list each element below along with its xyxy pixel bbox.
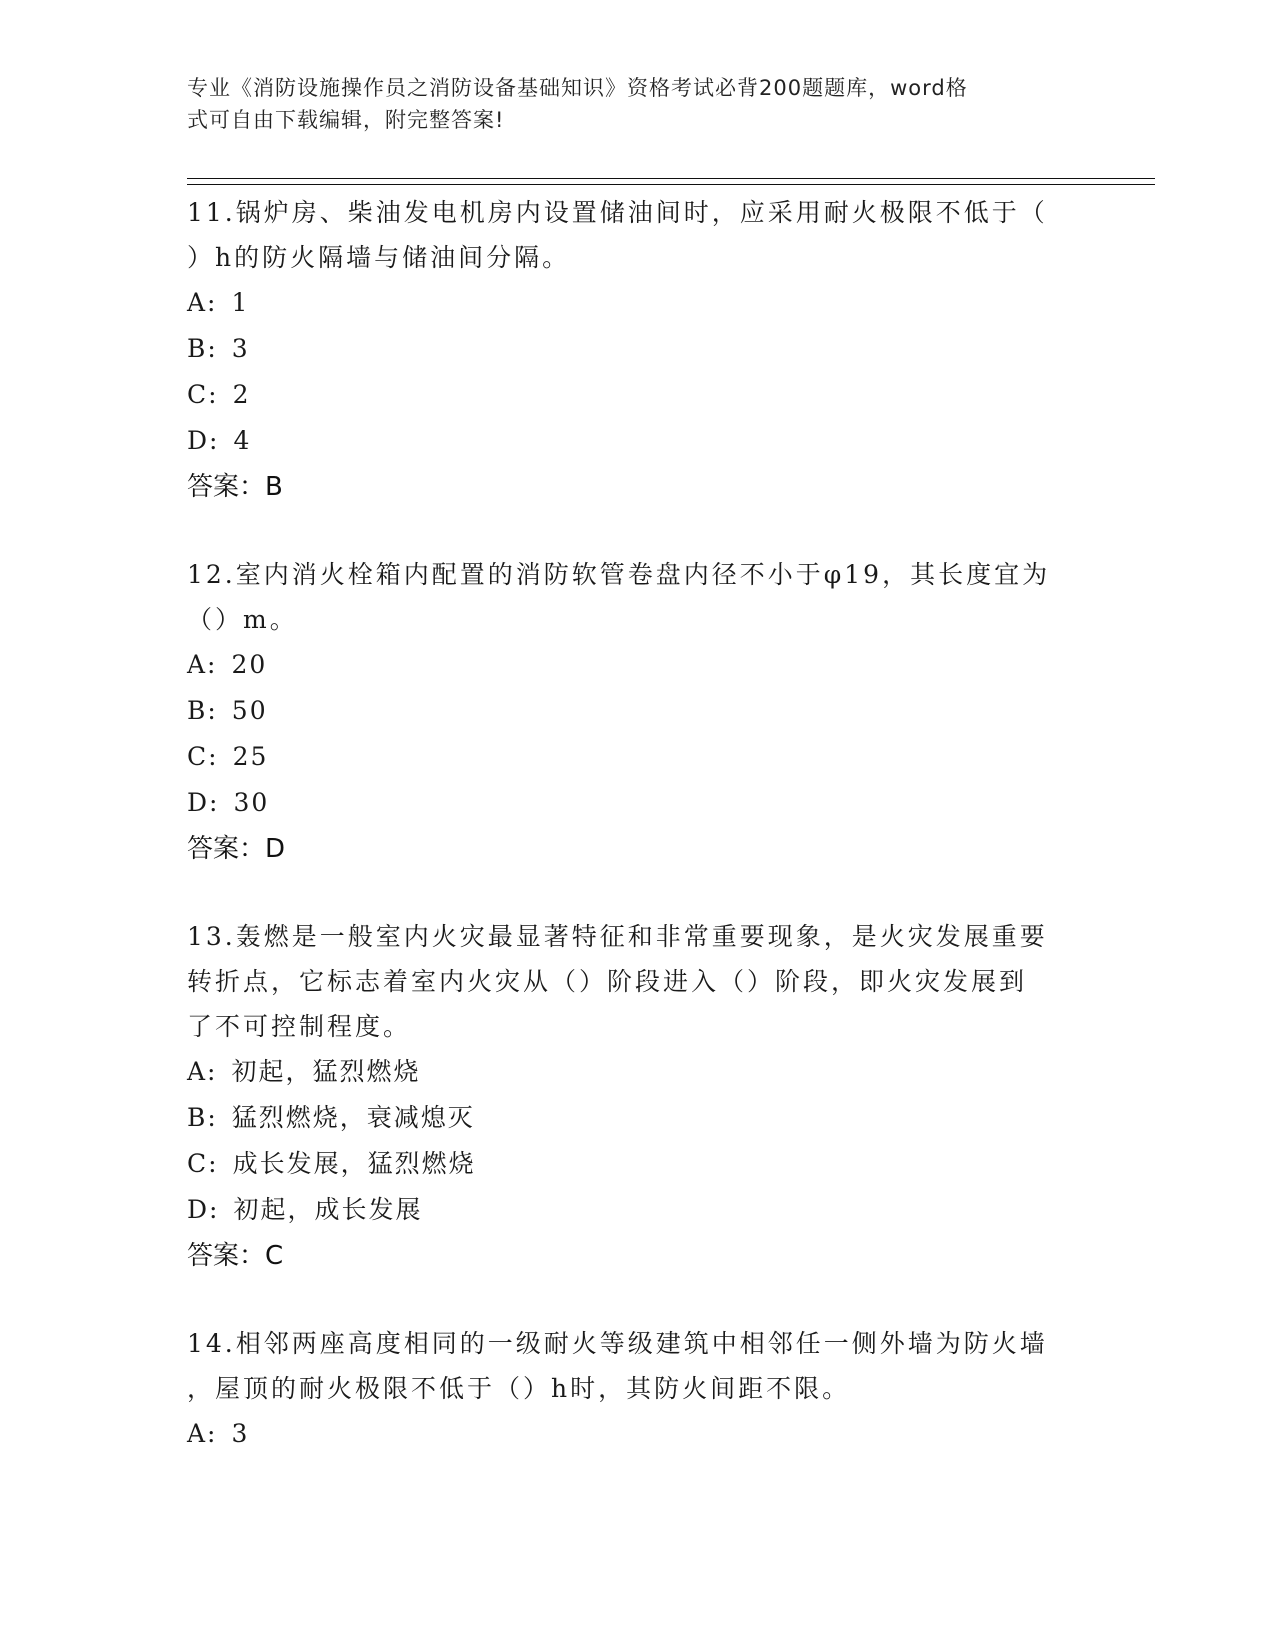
option-text: 3 [231, 334, 250, 363]
option-a [187, 642, 1087, 688]
option-text: 成长发展，猛烈燃烧 [232, 1149, 476, 1178]
option-text: 1 [231, 288, 250, 317]
stem-line: 12.室内消火栓箱内配置的消防软管卷盘内径不小于φ19，其长度宜为 [187, 560, 1051, 589]
stem-line: 了不可控制程度。 [187, 1012, 412, 1041]
option-letter: D: [187, 1195, 220, 1224]
document-header [187, 72, 1067, 136]
question-13 [187, 914, 1087, 1279]
option-text: 4 [233, 426, 252, 455]
option-d [187, 418, 1087, 464]
question-12 [187, 552, 1087, 872]
option-letter: C: [187, 1149, 219, 1178]
option-b [187, 1095, 1087, 1141]
option-letter: D: [187, 426, 220, 455]
header-line-1: 专业《消防设施操作员之消防设备基础知识》资格考试必背200题题库，word格 [187, 76, 968, 100]
option-text: 50 [231, 696, 268, 725]
option-d [187, 1187, 1087, 1233]
option-text: 猛烈燃烧，衰减熄灭 [231, 1103, 475, 1132]
question-list [187, 190, 1087, 1499]
option-letter: C: [187, 742, 219, 771]
option-b [187, 688, 1087, 734]
option-a [187, 1411, 1087, 1457]
stem-line: （）m。 [187, 605, 298, 634]
stem-line: ）h的防火隔墙与储油间分隔。 [187, 243, 571, 272]
option-a [187, 1049, 1087, 1095]
question-14 [187, 1321, 1087, 1457]
option-text: 初起，猛烈燃烧 [231, 1057, 421, 1086]
option-text: 3 [231, 1419, 250, 1448]
option-a [187, 280, 1087, 326]
option-letter: C: [187, 380, 219, 409]
option-letter: D: [187, 788, 220, 817]
answer-line: 答案：D [187, 834, 286, 864]
stem-line: 13.轰燃是一般室内火灾最显著特征和非常重要现象，是火灾发展重要 [187, 922, 1048, 951]
option-b [187, 326, 1087, 372]
stem-line: ，屋顶的耐火极限不低于（）h时，其防火间距不限。 [187, 1374, 851, 1403]
question-stem [187, 914, 1087, 1049]
header-divider-top [187, 178, 1155, 179]
option-text: 2 [232, 380, 251, 409]
option-c [187, 734, 1087, 780]
question-stem [187, 190, 1087, 280]
option-letter: A: [187, 650, 218, 679]
question-stem [187, 552, 1087, 642]
option-text: 25 [232, 742, 269, 771]
stem-line: 14.相邻两座高度相同的一级耐火等级建筑中相邻任一侧外墙为防火墙 [187, 1329, 1048, 1358]
option-text: 20 [231, 650, 268, 679]
header-divider-bottom [187, 184, 1155, 185]
stem-line: 转折点，它标志着室内火灾从（）阶段进入（）阶段，即火灾发展到 [187, 967, 1028, 996]
question-stem [187, 1321, 1087, 1411]
option-letter: B: [187, 1103, 218, 1132]
answer-line: 答案：C [187, 1241, 284, 1271]
option-c [187, 372, 1087, 418]
option-letter: A: [187, 1419, 218, 1448]
question-11 [187, 190, 1087, 510]
answer-line: 答案：B [187, 472, 283, 502]
option-letter: A: [187, 288, 218, 317]
option-letter: B: [187, 334, 218, 363]
option-d [187, 780, 1087, 826]
option-letter: B: [187, 696, 218, 725]
header-line-2: 式可自由下载编辑，附完整答案! [187, 108, 505, 132]
stem-line: 11.锅炉房、柴油发电机房内设置储油间时，应采用耐火极限不低于（ [187, 198, 1048, 227]
option-c [187, 1141, 1087, 1187]
option-text: 初起，成长发展 [233, 1195, 423, 1224]
option-text: 30 [233, 788, 270, 817]
option-letter: A: [187, 1057, 218, 1086]
